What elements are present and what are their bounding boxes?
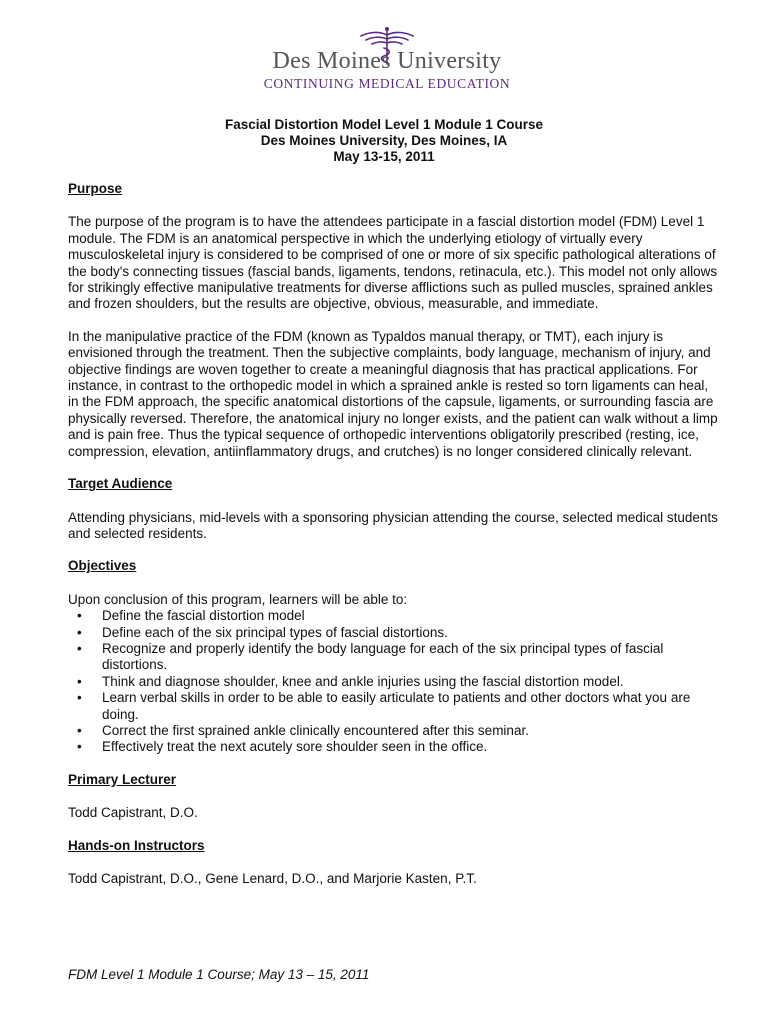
purpose-paragraph-1: The purpose of the program is to have the attendees participate in a fascial distortion model (FDM) Level 1 module. The FDM is an anatomical perspective in which the underlying etiology of virtually every musculoskeletal injury is considered to be comprised of one or more of six specific pathological alterations of the body's connecting tissues (fascial bands, ligaments, tendons, retinacula, etc.). This model not only allows for strikingly effective manipulative treatments for diverse afflictions such as pulled muscles, sprained ankles and frozen shoulders, but the results are objective, obvious, measurable, and immediate.: [68, 214, 718, 312]
bullet-icon: •: [77, 739, 82, 755]
instructors-heading: Hands-on Instructors: [68, 837, 205, 853]
objective-text: Define the fascial distortion model: [102, 608, 305, 624]
lecturer-heading: Primary Lecturer: [68, 771, 177, 787]
logo-subtitle: CONTINUING MEDICAL EDUCATION: [263, 76, 511, 91]
document-body: [68, 181, 718, 887]
course-title: Fascial Distortion Model Level 1 Module 1 Course: [224, 117, 544, 132]
bullet-icon: •: [77, 673, 82, 689]
university-logo: [232, 26, 542, 96]
page-footer: FDM Level 1 Module 1 Course; May 13 – 15, 2011: [68, 967, 370, 982]
objective-text: Define each of the six principal types of fascial distortions.: [102, 624, 448, 640]
objective-text: Effectively treat the next acutely sore shoulder seen in the office.: [102, 739, 488, 755]
list-item: [68, 739, 718, 755]
bullet-icon: •: [77, 690, 82, 706]
objectives-heading: Objectives: [68, 558, 137, 574]
list-item: [68, 690, 718, 723]
lecturer-name: Todd Capistrant, D.O.: [68, 805, 198, 821]
logo-wordmark: Des Moines University: [272, 48, 502, 74]
list-item: [68, 641, 718, 674]
bullet-icon: •: [77, 640, 82, 656]
list-item: [68, 608, 718, 624]
list-item: [68, 625, 718, 641]
objective-text: Think and diagnose shoulder, knee and ankle injuries using the fascial distortion model.: [102, 673, 624, 689]
objectives-intro: Upon conclusion of this program, learners will be able to:: [68, 591, 408, 607]
objective-text: Correct the first sprained ankle clinically encountered after this seminar.: [102, 722, 529, 738]
bullet-icon: •: [77, 624, 82, 640]
objectives-list: [68, 608, 718, 756]
course-location: Des Moines University, Des Moines, IA: [260, 133, 508, 148]
list-item: [68, 674, 718, 690]
purpose-heading: Purpose: [68, 181, 123, 196]
list-item: [68, 723, 718, 739]
objective-text: Recognize and properly identify the body language for each of the six principal types of fascial distortions.: [102, 640, 664, 673]
purpose-paragraph-2: In the manipulative practice of the FDM (known as Typaldos manual therapy, or TMT), each injury is envisioned through the treatment. Then the subjective complaints, body language, mechanism of injury, and objective findings are woven together to create a meaningful diagnosis that has practical applications. For instance, in contrast to the orthopedic model in which a sprained ankle is rested so torn ligaments can heal, in the FDM approach, the specific anatomical distortions of the capsule, ligaments, or surrounding fascia are physically reversed. Therefore, the anatomical injury no longer exists, and the patient can walk without a limp and is pain free. Thus the typical sequence of orthopedic interventions obligatorily prescribed (resting, ice, compression, elevation, antiinflammatory drugs, and crutches) is no longer considered clinically relevant.: [68, 328, 718, 459]
course-title-block: [0, 117, 768, 165]
instructors-names: Todd Capistrant, D.O., Gene Lenard, D.O., and Marjorie Kasten, P.T.: [68, 871, 477, 886]
audience-text: Attending physicians, mid-levels with a sponsoring physician attending the course, selected medical students and selected residents.: [68, 509, 718, 541]
course-dates: May 13-15, 2011: [333, 149, 435, 164]
bullet-icon: •: [77, 722, 82, 738]
objective-text: Learn verbal skills in order to be able to easily articulate to patients and other doctors what you are doing.: [102, 690, 691, 722]
audience-heading: Target Audience: [68, 476, 173, 492]
bullet-icon: •: [77, 608, 82, 624]
